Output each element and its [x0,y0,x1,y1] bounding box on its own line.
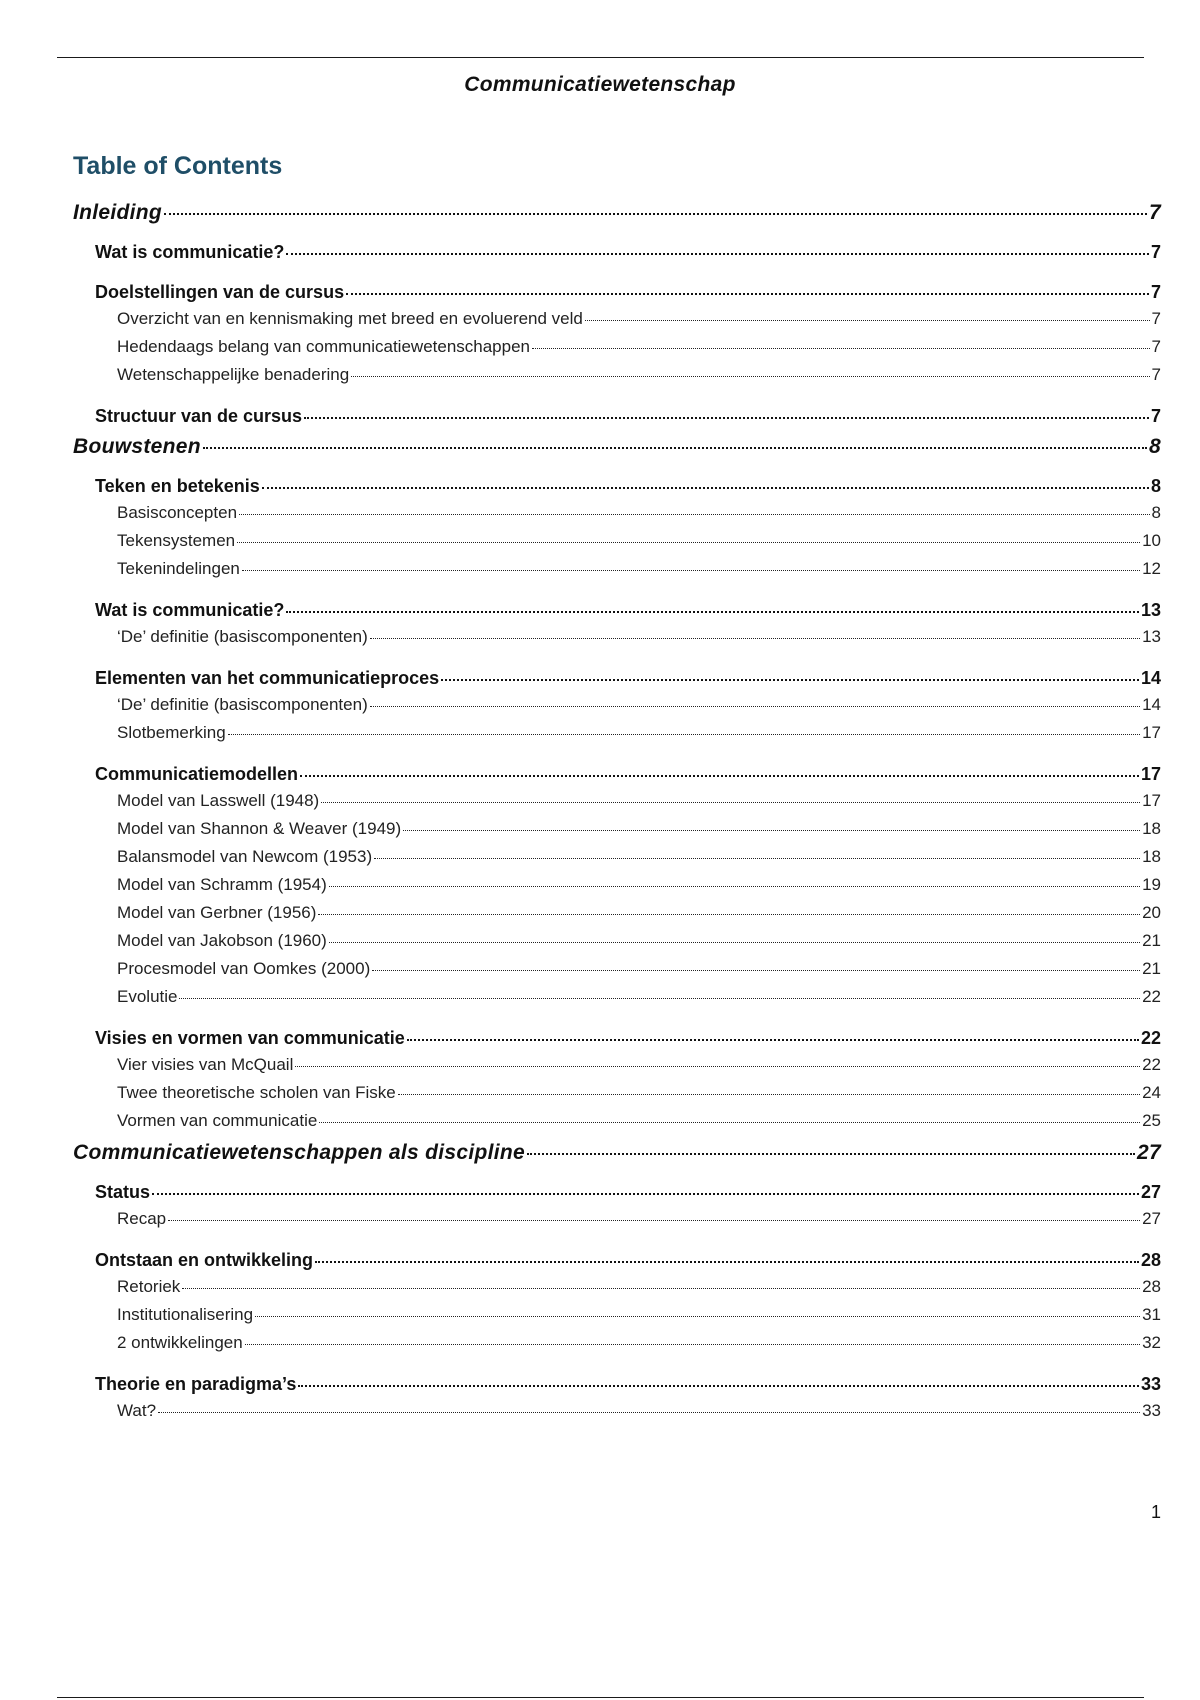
toc-entry-level-3[interactable] [73,720,1161,742]
dot-leader [315,1243,1139,1263]
toc-entry-page: 7 [1150,242,1161,262]
footer-rule [57,1697,1144,1698]
toc-entry-level-2[interactable] [73,664,1161,686]
toc-entry-title: Evolutie [117,987,178,1006]
toc-entry-title: Communicatiemodellen [95,764,299,784]
toc-entry-level-3[interactable] [73,624,1161,646]
dot-leader [351,359,1149,377]
toc-entry-title: Model van Shannon & Weaver (1949) [117,819,402,838]
toc-entry-level-3[interactable] [73,872,1161,894]
toc-entry-level-3[interactable] [73,528,1161,550]
toc-entry-title: Hedendaags belang van communicatiewetenschappen [117,337,531,356]
toc-entry-title: Structuur van de cursus [95,406,303,426]
dot-leader [585,303,1150,321]
dot-leader [329,925,1140,943]
toc-entry-page: 8 [1150,476,1161,496]
toc-entry-title: Twee theoretische scholen van Fiske [117,1083,396,1102]
dot-leader [239,497,1150,515]
toc-entry-level-2[interactable] [73,278,1161,300]
toc-entry-page: 14 [1142,695,1161,714]
dot-leader [398,1077,1140,1095]
toc-entry-level-3[interactable] [73,692,1161,714]
dot-leader [318,897,1140,915]
toc-entry-page: 33 [1140,1374,1161,1394]
toc-entry-page: 17 [1140,764,1161,784]
dot-leader [374,841,1140,859]
dot-leader [237,525,1140,543]
toc-entry-level-3[interactable] [73,556,1161,578]
dot-leader [255,1299,1140,1317]
toc-entry-level-3[interactable] [73,788,1161,810]
toc-entry-level-1[interactable] [73,430,1161,458]
toc-entry-page: 7 [1149,201,1161,224]
dot-leader [295,1049,1140,1067]
toc-entry-level-3[interactable] [73,956,1161,978]
toc-entry-level-3[interactable] [73,1274,1161,1296]
toc-entry-level-2[interactable] [73,1178,1161,1200]
toc-entry-page: 18 [1142,847,1161,866]
table-of-contents [73,196,1161,1420]
dot-leader [242,553,1140,571]
toc-entry-level-2[interactable] [73,1370,1161,1392]
toc-entry-title: Wetenschappelijke benadering [117,365,350,384]
toc-entry-page: 28 [1140,1250,1161,1270]
toc-entry-title: Procesmodel van Oomkes (2000) [117,959,371,978]
dot-leader [372,953,1140,971]
dot-leader [203,426,1147,449]
toc-entry-level-3[interactable] [73,1080,1161,1102]
toc-entry-title: Tekenindelingen [117,559,240,578]
toc-entry-page: 22 [1140,1028,1161,1048]
toc-entry-title: Vier visies van McQuail [117,1055,294,1074]
toc-entry-title: Inleiding [73,201,163,224]
running-header-title: Communicatiewetenschap [464,73,736,96]
toc-entry-level-2[interactable] [73,760,1161,782]
dot-leader [441,661,1139,681]
toc-entry-level-2[interactable] [73,1246,1161,1268]
toc-entry-level-3[interactable] [73,1302,1161,1324]
dot-leader [304,399,1149,419]
dot-leader [298,1367,1139,1387]
toc-entry-level-1[interactable] [73,1136,1161,1164]
toc-entry-page: 8 [1149,435,1161,458]
dot-leader [407,1021,1139,1041]
toc-entry-page: 7 [1151,337,1161,356]
toc-entry-level-3[interactable] [73,1330,1161,1352]
dot-leader [228,717,1140,735]
toc-entry-level-3[interactable] [73,500,1161,522]
toc-entry-title: Tekensystemen [117,531,236,550]
dot-leader [300,757,1139,777]
toc-entry-page: 13 [1140,600,1161,620]
toc-entry-page: 13 [1142,627,1161,646]
dot-leader [286,235,1149,255]
toc-entry-level-2[interactable] [73,1024,1161,1046]
toc-entry-title: Doelstellingen van de cursus [95,282,345,302]
toc-entry-page: 10 [1142,531,1161,550]
toc-entry-title: ‘De’ definitie (basiscomponenten) [117,695,368,714]
dot-leader [262,469,1149,489]
toc-entry-page: 32 [1142,1333,1161,1352]
toc-entry-title: Institutionalisering [117,1305,254,1324]
toc-entry-title: Balansmodel van Newcom (1953) [117,847,373,866]
toc-entry-title: Wat is communicatie? [95,242,285,262]
toc-entry-page: 31 [1142,1305,1161,1324]
toc-entry-level-3[interactable] [73,900,1161,922]
dot-leader [168,1203,1140,1221]
toc-entry-level-3[interactable] [73,1206,1161,1228]
toc-entry-title: Vormen van communicatie [117,1111,318,1130]
toc-entry-level-2[interactable] [73,238,1161,260]
toc-entry-title: Model van Lasswell (1948) [117,791,320,810]
toc-entry-title: Wat is communicatie? [95,600,285,620]
toc-entry-title: Status [95,1182,151,1202]
toc-entry-page: 7 [1151,309,1161,328]
dot-leader [319,1105,1140,1123]
toc-entry-title: Communicatiewetenschappen als discipline [73,1141,525,1164]
toc-entry-title: Recap [117,1209,167,1228]
dot-leader [245,1327,1140,1345]
toc-entry-level-3[interactable] [73,816,1161,838]
toc-entry-page: 22 [1142,1055,1161,1074]
dot-leader [164,192,1147,215]
toc-entry-level-2[interactable] [73,472,1161,494]
toc-entry-level-3[interactable] [73,362,1161,384]
toc-entry-page: 12 [1142,559,1161,578]
toc-entry-page: 27 [1142,1209,1161,1228]
toc-entry-level-2[interactable] [73,596,1161,618]
toc-entry-page: 7 [1151,365,1161,384]
toc-entry-page: 7 [1150,406,1161,426]
header-rule [57,57,1144,58]
toc-entry-title: Teken en betekenis [95,476,260,496]
toc-entry-level-1[interactable] [73,196,1161,224]
toc-entry-title: Ontstaan en ontwikkeling [95,1250,314,1270]
toc-entry-title: Model van Jakobson (1960) [117,931,327,950]
dot-leader [346,275,1149,295]
toc-entry-title: Basisconcepten [117,503,238,522]
toc-entry-level-3[interactable] [73,844,1161,866]
toc-entry-title: Wat? [117,1401,157,1420]
dot-leader [179,981,1140,999]
dot-leader [182,1271,1140,1289]
toc-entry-title: Slotbemerking [117,723,226,742]
toc-entry-page: 24 [1142,1083,1161,1102]
dot-leader [370,689,1140,707]
toc-entry-page: 20 [1142,903,1161,922]
dot-leader [158,1395,1140,1413]
toc-entry-title: Overzicht van en kennismaking met breed en evoluerend veld [117,309,583,328]
toc-entry-page: 17 [1142,791,1161,810]
toc-entry-page: 21 [1142,931,1161,950]
toc-entry-page: 28 [1142,1277,1161,1296]
toc-entry-page: 22 [1142,987,1161,1006]
toc-entry-level-2[interactable] [73,402,1161,424]
toc-entry-level-3[interactable] [73,1108,1161,1130]
dot-leader [527,1132,1135,1155]
dot-leader [321,785,1140,803]
toc-entry-title: Elementen van het communicatieproces [95,668,440,688]
toc-entry-title: Model van Schramm (1954) [117,875,327,894]
toc-entry-level-3[interactable] [73,984,1161,1006]
toc-entry-page: 19 [1142,875,1161,894]
toc-entry-title: 2 ontwikkelingen [117,1333,243,1352]
dot-leader [152,1175,1139,1195]
toc-entry-level-3[interactable] [73,334,1161,356]
toc-entry-level-3[interactable] [73,1052,1161,1074]
dot-leader [532,331,1150,349]
dot-leader [370,621,1140,639]
toc-entry-title: ‘De’ definitie (basiscomponenten) [117,627,368,646]
toc-entry-page: 27 [1140,1182,1161,1202]
toc-entry-level-3[interactable] [73,306,1161,328]
toc-entry-title: Theorie en paradigma’s [95,1374,297,1394]
toc-entry-page: 7 [1150,282,1161,302]
dot-leader [329,869,1140,887]
toc-entry-page: 8 [1151,503,1161,522]
toc-entry-level-3[interactable] [73,1398,1161,1420]
dot-leader [403,813,1140,831]
page-number: 1 [1150,1502,1161,1522]
toc-entry-page: 21 [1142,959,1161,978]
toc-entry-title: Bouwstenen [73,435,201,458]
toc-entry-title: Retoriek [117,1277,181,1296]
toc-entry-page: 18 [1142,819,1161,838]
toc-entry-level-3[interactable] [73,928,1161,950]
toc-entry-page: 33 [1142,1401,1161,1420]
toc-entry-title: Model van Gerbner (1956) [117,903,317,922]
toc-entry-page: 27 [1137,1141,1161,1164]
toc-entry-page: 17 [1142,723,1161,742]
toc-entry-title: Visies en vormen van communicatie [95,1028,405,1048]
toc-entry-page: 25 [1142,1111,1161,1130]
toc-heading: Table of Contents [73,152,283,180]
toc-entry-page: 14 [1140,668,1161,688]
dot-leader [286,593,1139,613]
